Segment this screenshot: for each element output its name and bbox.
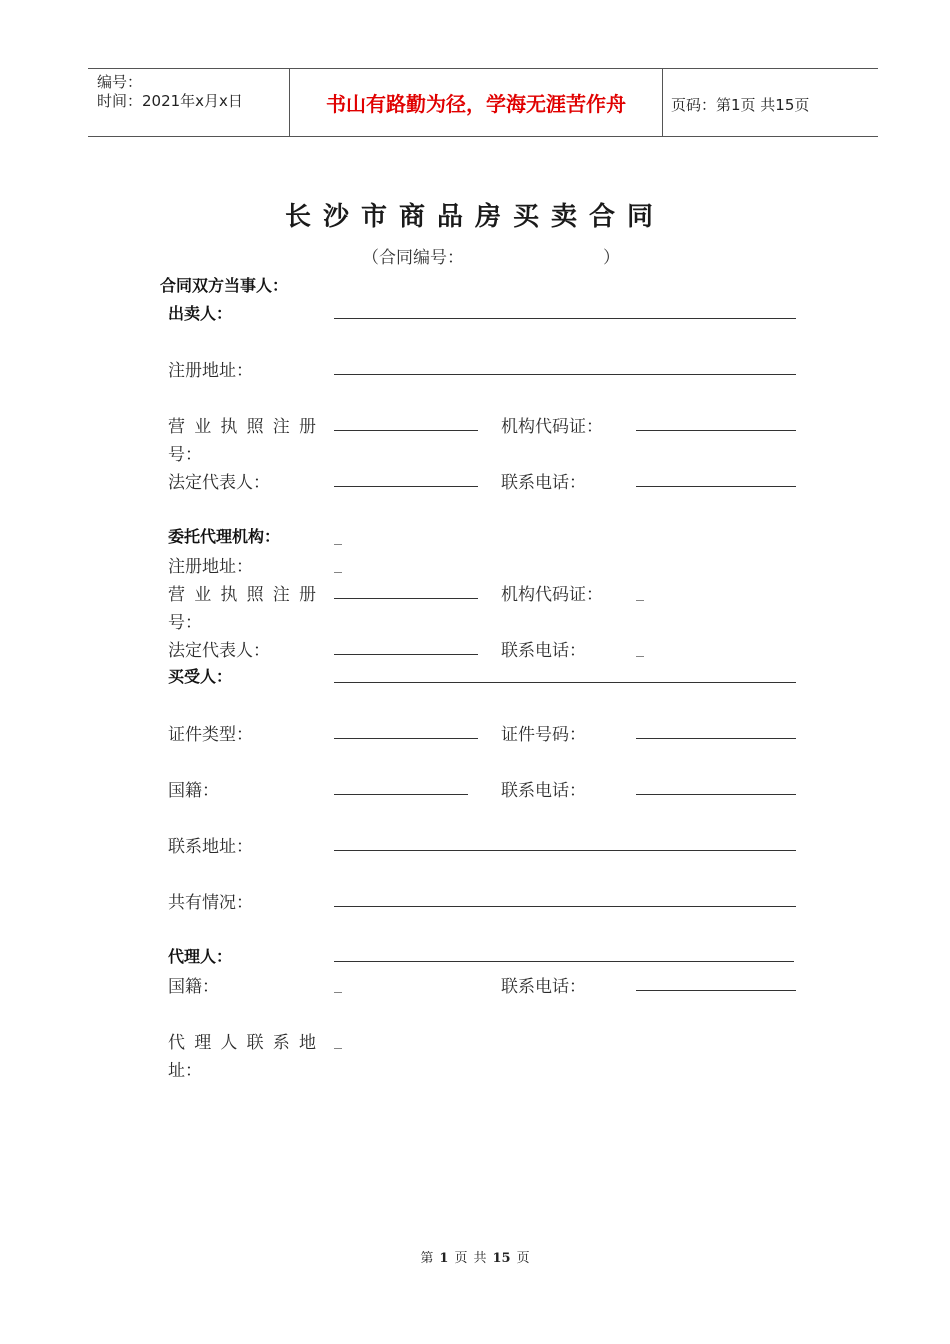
agency-org-code-label: 机构代码证：: [501, 585, 603, 605]
parties-heading: 合同双方当事人：: [160, 276, 289, 295]
header-bottom-border: [88, 136, 878, 137]
footer-ye: 页: [454, 1251, 468, 1266]
footer-di: 第: [420, 1251, 434, 1266]
agency-license-label-cont: 号：: [168, 613, 202, 633]
agency-phone-field[interactable]: _: [636, 638, 644, 657]
agency-license-label: 营业执照注册: [168, 585, 316, 605]
agent-nationality-label: 国籍：: [168, 977, 219, 997]
agency-name-field[interactable]: _: [334, 526, 342, 545]
buyer-nationality-field[interactable]: [334, 794, 468, 795]
agency-legal-rep-field[interactable]: [334, 654, 478, 655]
seller-label: 出卖人：: [168, 304, 233, 323]
seller-phone-field[interactable]: [636, 486, 796, 487]
buyer-id-number-label: 证件号码：: [501, 725, 586, 745]
seller-org-code-field[interactable]: [636, 430, 796, 431]
buyer-id-type-field[interactable]: [334, 738, 478, 739]
agency-address-field[interactable]: _: [334, 554, 342, 573]
agent-address-field[interactable]: _: [334, 1030, 342, 1049]
footer-ye2: 页: [516, 1251, 530, 1266]
agent-phone-label: 联系电话：: [501, 977, 586, 997]
header-time-label: 时间：2021年x月x日: [97, 92, 243, 110]
buyer-nationality-label: 国籍：: [168, 781, 219, 801]
buyer-phone-label: 联系电话：: [501, 781, 586, 801]
buyer-label: 买受人：: [168, 667, 233, 686]
seller-name-field[interactable]: [334, 318, 796, 319]
seller-legal-rep-field[interactable]: [334, 486, 478, 487]
buyer-address-field[interactable]: [334, 850, 796, 851]
buyer-co-owner-field[interactable]: [334, 906, 796, 907]
seller-license-label-cont: 号：: [168, 445, 202, 465]
footer-gong: 共: [473, 1251, 487, 1266]
agent-label: 代理人：: [168, 947, 233, 966]
buyer-address-label: 联系地址：: [168, 837, 253, 857]
header-motto: 书山有路勤为径，学海无涯苦作舟: [326, 92, 626, 116]
agency-org-code-field[interactable]: _: [636, 582, 644, 601]
header-top-border: [88, 68, 878, 69]
seller-address-field[interactable]: [334, 374, 796, 375]
buyer-co-owner-label: 共有情况：: [168, 893, 253, 913]
seller-license-label: 营业执照注册: [168, 417, 316, 437]
agent-phone-field[interactable]: [636, 990, 796, 991]
header-number-label: 编号：: [97, 73, 143, 91]
page-title: 长沙市商品房买卖合同: [284, 202, 665, 232]
footer-total-pages: 15: [492, 1251, 511, 1266]
seller-address-label: 注册地址：: [168, 361, 253, 381]
footer-page-number: 1: [439, 1251, 449, 1266]
agency-label: 委托代理机构：: [168, 527, 281, 546]
agent-address-label: 代理人联系地: [168, 1033, 316, 1053]
header-page-info: 页码：第1页 共15页: [671, 96, 810, 114]
agent-address-label-cont: 址：: [168, 1061, 202, 1081]
seller-legal-rep-label: 法定代表人：: [168, 473, 270, 493]
contract-number-close: ）: [603, 248, 620, 268]
agent-nationality-field[interactable]: _: [334, 974, 342, 993]
agency-legal-rep-label: 法定代表人：: [168, 641, 270, 661]
contract-number-open: （合同编号：: [362, 248, 464, 268]
buyer-id-type-label: 证件类型：: [168, 725, 253, 745]
buyer-id-number-field[interactable]: [636, 738, 796, 739]
page-footer: [0, 1247, 950, 1266]
buyer-name-field[interactable]: [334, 682, 796, 683]
agency-phone-label: 联系电话：: [501, 641, 586, 661]
buyer-phone-field[interactable]: [636, 794, 796, 795]
agency-address-label: 注册地址：: [168, 557, 253, 577]
header-divider-right: [662, 68, 663, 136]
seller-org-code-label: 机构代码证：: [501, 417, 603, 437]
seller-license-field[interactable]: [334, 430, 478, 431]
agency-license-field[interactable]: [334, 598, 478, 599]
seller-phone-label: 联系电话：: [501, 473, 586, 493]
agent-name-field[interactable]: [334, 961, 794, 962]
